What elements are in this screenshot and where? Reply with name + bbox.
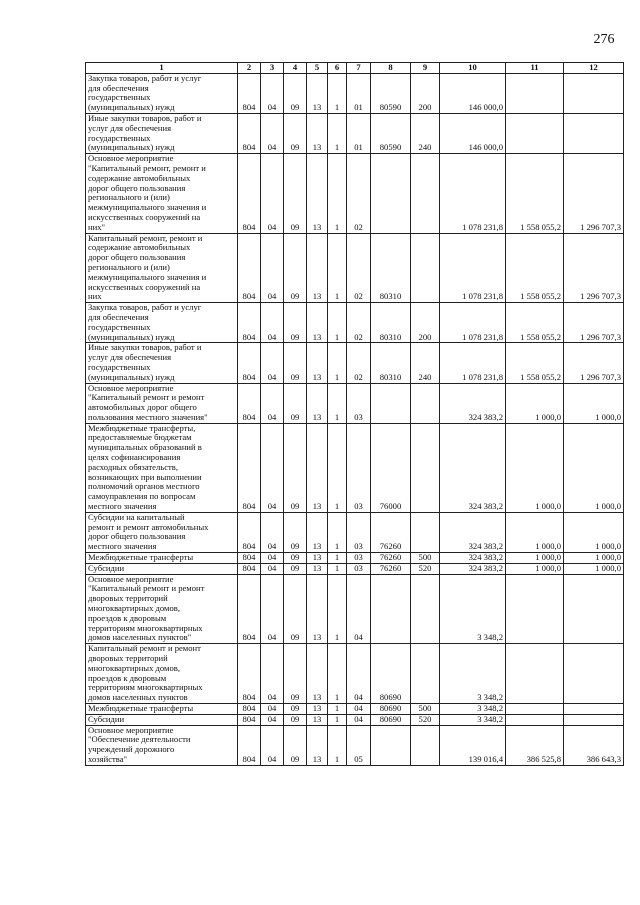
- program-code-cell: 13: [307, 343, 328, 383]
- row-name-cell: Основное мероприятие "Обеспечение деятельности учреждений дорожного хозяйства": [86, 725, 238, 765]
- event-code-cell: 03: [347, 423, 371, 512]
- amount-col-10-cell: 324 383,2: [440, 563, 506, 574]
- amount-col-12-cell: 1 296 707,3: [564, 154, 624, 233]
- expense-type-code-cell: 500: [411, 704, 440, 715]
- row-name-cell: Основное мероприятие "Капитальный ремонт и ремонт дворовых территорий многоквартирных домов, проездов к дворовым территориям многоквартирных домов населенных пунктов": [86, 574, 238, 644]
- table-row: [86, 343, 624, 383]
- subsection-code-cell: 09: [284, 553, 307, 564]
- target-article-code-cell: 76260: [371, 563, 411, 574]
- program-code-cell: 13: [307, 233, 328, 303]
- program-code-cell: 13: [307, 154, 328, 233]
- event-code-cell: 01: [347, 113, 371, 153]
- gr-code-cell: 804: [238, 563, 261, 574]
- gr-code-cell: 804: [238, 512, 261, 552]
- header-row: [86, 63, 624, 74]
- table-row: [86, 383, 624, 423]
- amount-col-12-cell: 1 000,0: [564, 423, 624, 512]
- expense-type-code-cell: [411, 644, 440, 704]
- column-header: 6: [328, 63, 347, 74]
- column-header: 4: [284, 63, 307, 74]
- row-name-cell: Межбюджетные трансферты: [86, 704, 238, 715]
- subsection-code-cell: 09: [284, 154, 307, 233]
- target-article-code-cell: [371, 154, 411, 233]
- amount-col-11-cell: 1 000,0: [506, 512, 564, 552]
- subprogram-code-cell: 1: [328, 553, 347, 564]
- event-code-cell: 05: [347, 725, 371, 765]
- target-article-code-cell: 76260: [371, 512, 411, 552]
- event-code-cell: 04: [347, 574, 371, 644]
- amount-col-10-cell: 1 078 231,8: [440, 303, 506, 343]
- subprogram-code-cell: 1: [328, 303, 347, 343]
- expense-type-code-cell: 240: [411, 113, 440, 153]
- amount-col-12-cell: [564, 574, 624, 644]
- amount-col-11-cell: [506, 644, 564, 704]
- amount-col-12-cell: 1 296 707,3: [564, 233, 624, 303]
- section-code-cell: 04: [261, 644, 284, 704]
- table-row: [86, 113, 624, 153]
- table-row: [86, 574, 624, 644]
- amount-col-11-cell: 1 558 055,2: [506, 233, 564, 303]
- gr-code-cell: 804: [238, 704, 261, 715]
- row-name-cell: Основное мероприятие "Капитальный ремонт и ремонт автомобильных дорог общего пользования местного значения": [86, 383, 238, 423]
- subprogram-code-cell: 1: [328, 725, 347, 765]
- section-code-cell: 04: [261, 113, 284, 153]
- amount-col-12-cell: 386 643,3: [564, 725, 624, 765]
- subsection-code-cell: 09: [284, 725, 307, 765]
- subprogram-code-cell: 1: [328, 233, 347, 303]
- column-header: 8: [371, 63, 411, 74]
- column-header: 9: [411, 63, 440, 74]
- section-code-cell: 04: [261, 512, 284, 552]
- amount-col-10-cell: 146 000,0: [440, 113, 506, 153]
- expense-type-code-cell: 500: [411, 553, 440, 564]
- target-article-code-cell: 80590: [371, 73, 411, 113]
- event-code-cell: 02: [347, 343, 371, 383]
- subsection-code-cell: 09: [284, 704, 307, 715]
- amount-col-11-cell: [506, 574, 564, 644]
- table-row: [86, 154, 624, 233]
- subsection-code-cell: 09: [284, 714, 307, 725]
- column-header: 5: [307, 63, 328, 74]
- subprogram-code-cell: 1: [328, 343, 347, 383]
- section-code-cell: 04: [261, 704, 284, 715]
- subsection-code-cell: 09: [284, 343, 307, 383]
- amount-col-12-cell: 1 000,0: [564, 563, 624, 574]
- expense-type-code-cell: 200: [411, 73, 440, 113]
- section-code-cell: 04: [261, 553, 284, 564]
- section-code-cell: 04: [261, 423, 284, 512]
- gr-code-cell: 804: [238, 714, 261, 725]
- program-code-cell: 13: [307, 714, 328, 725]
- page-number: 276: [593, 32, 615, 47]
- row-name-cell: Субсидии: [86, 714, 238, 725]
- gr-code-cell: 804: [238, 574, 261, 644]
- target-article-code-cell: [371, 725, 411, 765]
- target-article-code-cell: 80590: [371, 113, 411, 153]
- expense-type-code-cell: [411, 154, 440, 233]
- subsection-code-cell: 09: [284, 574, 307, 644]
- amount-col-10-cell: 3 348,2: [440, 574, 506, 644]
- gr-code-cell: 804: [238, 73, 261, 113]
- row-name-cell: Иные закупки товаров, работ и услуг для обеспечения государственных (муниципальных) нужд: [86, 113, 238, 153]
- amount-col-11-cell: 1 558 055,2: [506, 303, 564, 343]
- subprogram-code-cell: 1: [328, 154, 347, 233]
- amount-col-10-cell: 139 016,4: [440, 725, 506, 765]
- section-code-cell: 04: [261, 233, 284, 303]
- row-name-cell: Капитальный ремонт, ремонт и содержание автомобильных дорог общего пользования регионального и (или) межмуниципального значения и искусственных сооружений на них: [86, 233, 238, 303]
- table-row: [86, 553, 624, 564]
- program-code-cell: 13: [307, 303, 328, 343]
- target-article-code-cell: 80310: [371, 303, 411, 343]
- subprogram-code-cell: 1: [328, 512, 347, 552]
- program-code-cell: 13: [307, 704, 328, 715]
- gr-code-cell: 804: [238, 303, 261, 343]
- amount-col-12-cell: 1 000,0: [564, 383, 624, 423]
- event-code-cell: 02: [347, 303, 371, 343]
- amount-col-12-cell: [564, 73, 624, 113]
- column-header: 7: [347, 63, 371, 74]
- table-row: [86, 233, 624, 303]
- program-code-cell: 13: [307, 644, 328, 704]
- expense-type-code-cell: [411, 574, 440, 644]
- expense-type-code-cell: [411, 383, 440, 423]
- subprogram-code-cell: 1: [328, 644, 347, 704]
- amount-col-11-cell: [506, 704, 564, 715]
- amount-col-12-cell: [564, 704, 624, 715]
- row-name-cell: Межбюджетные трансферты, предоставляемые бюджетам муниципальных образований в целях софинансирования расходных обязательств, возникающих при выполнении полномочий органов местного самоуправления по вопросам местного значения: [86, 423, 238, 512]
- section-code-cell: 04: [261, 725, 284, 765]
- subprogram-code-cell: 1: [328, 113, 347, 153]
- gr-code-cell: 804: [238, 154, 261, 233]
- amount-col-12-cell: 1 296 707,3: [564, 303, 624, 343]
- target-article-code-cell: 80690: [371, 644, 411, 704]
- expense-type-code-cell: [411, 233, 440, 303]
- target-article-code-cell: 80310: [371, 233, 411, 303]
- column-header: 10: [440, 63, 506, 74]
- gr-code-cell: 804: [238, 423, 261, 512]
- program-code-cell: 13: [307, 725, 328, 765]
- table-row: [86, 725, 624, 765]
- table-row: [86, 423, 624, 512]
- program-code-cell: 13: [307, 563, 328, 574]
- amount-col-11-cell: 1 000,0: [506, 553, 564, 564]
- amount-col-10-cell: 1 078 231,8: [440, 233, 506, 303]
- amount-col-11-cell: 1 558 055,2: [506, 154, 564, 233]
- subprogram-code-cell: 1: [328, 383, 347, 423]
- subsection-code-cell: 09: [284, 563, 307, 574]
- gr-code-cell: 804: [238, 343, 261, 383]
- section-code-cell: 04: [261, 73, 284, 113]
- section-code-cell: 04: [261, 343, 284, 383]
- amount-col-11-cell: 1 000,0: [506, 423, 564, 512]
- expense-type-code-cell: [411, 423, 440, 512]
- subprogram-code-cell: 1: [328, 714, 347, 725]
- subprogram-code-cell: 1: [328, 423, 347, 512]
- expense-type-code-cell: [411, 512, 440, 552]
- event-code-cell: 03: [347, 563, 371, 574]
- subsection-code-cell: 09: [284, 644, 307, 704]
- row-name-cell: Субсидии: [86, 563, 238, 574]
- table-row: [86, 563, 624, 574]
- subprogram-code-cell: 1: [328, 73, 347, 113]
- event-code-cell: 04: [347, 704, 371, 715]
- event-code-cell: 03: [347, 512, 371, 552]
- row-name-cell: Закупка товаров, работ и услуг для обеспечения государственных (муниципальных) нужд: [86, 73, 238, 113]
- event-code-cell: 03: [347, 553, 371, 564]
- gr-code-cell: 804: [238, 383, 261, 423]
- program-code-cell: 13: [307, 423, 328, 512]
- amount-col-10-cell: 324 383,2: [440, 512, 506, 552]
- amount-col-11-cell: [506, 714, 564, 725]
- amount-col-11-cell: [506, 73, 564, 113]
- table-row: [86, 644, 624, 704]
- event-code-cell: 02: [347, 233, 371, 303]
- column-header: 2: [238, 63, 261, 74]
- amount-col-11-cell: 386 525,8: [506, 725, 564, 765]
- column-header: 1: [86, 63, 238, 74]
- amount-col-12-cell: [564, 113, 624, 153]
- amount-col-10-cell: 3 348,2: [440, 644, 506, 704]
- target-article-code-cell: [371, 574, 411, 644]
- row-name-cell: Закупка товаров, работ и услуг для обеспечения государственных (муниципальных) нужд: [86, 303, 238, 343]
- section-code-cell: 04: [261, 383, 284, 423]
- subsection-code-cell: 09: [284, 383, 307, 423]
- expense-type-code-cell: 520: [411, 714, 440, 725]
- expense-type-code-cell: 520: [411, 563, 440, 574]
- gr-code-cell: 804: [238, 233, 261, 303]
- row-name-cell: Основное мероприятие "Капитальный ремонт, ремонт и содержание автомобильных дорог общего пользования регионального и (или) межмуниципального значения и искусственных сооружений на них": [86, 154, 238, 233]
- section-code-cell: 04: [261, 154, 284, 233]
- program-code-cell: 13: [307, 383, 328, 423]
- gr-code-cell: 804: [238, 725, 261, 765]
- program-code-cell: 13: [307, 113, 328, 153]
- section-code-cell: 04: [261, 574, 284, 644]
- row-name-cell: Капитальный ремонт и ремонт дворовых территорий многоквартирных домов, проездов к дворовым территориям многоквартирных домов населенных пунктов: [86, 644, 238, 704]
- table-row: [86, 73, 624, 113]
- row-name-cell: Субсидии на капитальный ремонт и ремонт автомобильных дорог общего пользования местного значения: [86, 512, 238, 552]
- column-header: 12: [564, 63, 624, 74]
- column-header: 3: [261, 63, 284, 74]
- subsection-code-cell: 09: [284, 423, 307, 512]
- event-code-cell: 02: [347, 154, 371, 233]
- amount-col-12-cell: 1 296 707,3: [564, 343, 624, 383]
- subsection-code-cell: 09: [284, 233, 307, 303]
- target-article-code-cell: 80690: [371, 714, 411, 725]
- gr-code-cell: 804: [238, 553, 261, 564]
- amount-col-11-cell: 1 000,0: [506, 383, 564, 423]
- program-code-cell: 13: [307, 553, 328, 564]
- subsection-code-cell: 09: [284, 512, 307, 552]
- budget-table: [85, 62, 624, 766]
- table-row: [86, 303, 624, 343]
- subprogram-code-cell: 1: [328, 704, 347, 715]
- amount-col-10-cell: 146 000,0: [440, 73, 506, 113]
- target-article-code-cell: [371, 383, 411, 423]
- amount-col-11-cell: 1 558 055,2: [506, 343, 564, 383]
- amount-col-12-cell: [564, 714, 624, 725]
- expense-type-code-cell: [411, 725, 440, 765]
- table-row: [86, 512, 624, 552]
- amount-col-12-cell: [564, 644, 624, 704]
- event-code-cell: 03: [347, 383, 371, 423]
- subprogram-code-cell: 1: [328, 574, 347, 644]
- column-header: 11: [506, 63, 564, 74]
- amount-col-12-cell: 1 000,0: [564, 512, 624, 552]
- amount-col-10-cell: 1 078 231,8: [440, 154, 506, 233]
- section-code-cell: 04: [261, 563, 284, 574]
- event-code-cell: 04: [347, 714, 371, 725]
- target-article-code-cell: 76260: [371, 553, 411, 564]
- row-name-cell: Иные закупки товаров, работ и услуг для обеспечения государственных (муниципальных) нужд: [86, 343, 238, 383]
- amount-col-11-cell: 1 000,0: [506, 563, 564, 574]
- subsection-code-cell: 09: [284, 113, 307, 153]
- program-code-cell: 13: [307, 512, 328, 552]
- target-article-code-cell: 80690: [371, 704, 411, 715]
- expense-type-code-cell: 240: [411, 343, 440, 383]
- row-name-cell: Межбюджетные трансферты: [86, 553, 238, 564]
- event-code-cell: 04: [347, 644, 371, 704]
- subsection-code-cell: 09: [284, 303, 307, 343]
- program-code-cell: 13: [307, 574, 328, 644]
- gr-code-cell: 804: [238, 113, 261, 153]
- table-row: [86, 714, 624, 725]
- amount-col-10-cell: 324 383,2: [440, 553, 506, 564]
- table-body: [86, 73, 624, 765]
- amount-col-11-cell: [506, 113, 564, 153]
- program-code-cell: 13: [307, 73, 328, 113]
- amount-col-10-cell: 324 383,2: [440, 423, 506, 512]
- target-article-code-cell: 76000: [371, 423, 411, 512]
- section-code-cell: 04: [261, 303, 284, 343]
- subprogram-code-cell: 1: [328, 563, 347, 574]
- subsection-code-cell: 09: [284, 73, 307, 113]
- amount-col-10-cell: 324 383,2: [440, 383, 506, 423]
- amount-col-10-cell: 3 348,2: [440, 714, 506, 725]
- gr-code-cell: 804: [238, 644, 261, 704]
- table-row: [86, 704, 624, 715]
- amount-col-12-cell: 1 000,0: [564, 553, 624, 564]
- expense-type-code-cell: 200: [411, 303, 440, 343]
- amount-col-10-cell: 3 348,2: [440, 704, 506, 715]
- amount-col-10-cell: 1 078 231,8: [440, 343, 506, 383]
- section-code-cell: 04: [261, 714, 284, 725]
- target-article-code-cell: 80310: [371, 343, 411, 383]
- event-code-cell: 01: [347, 73, 371, 113]
